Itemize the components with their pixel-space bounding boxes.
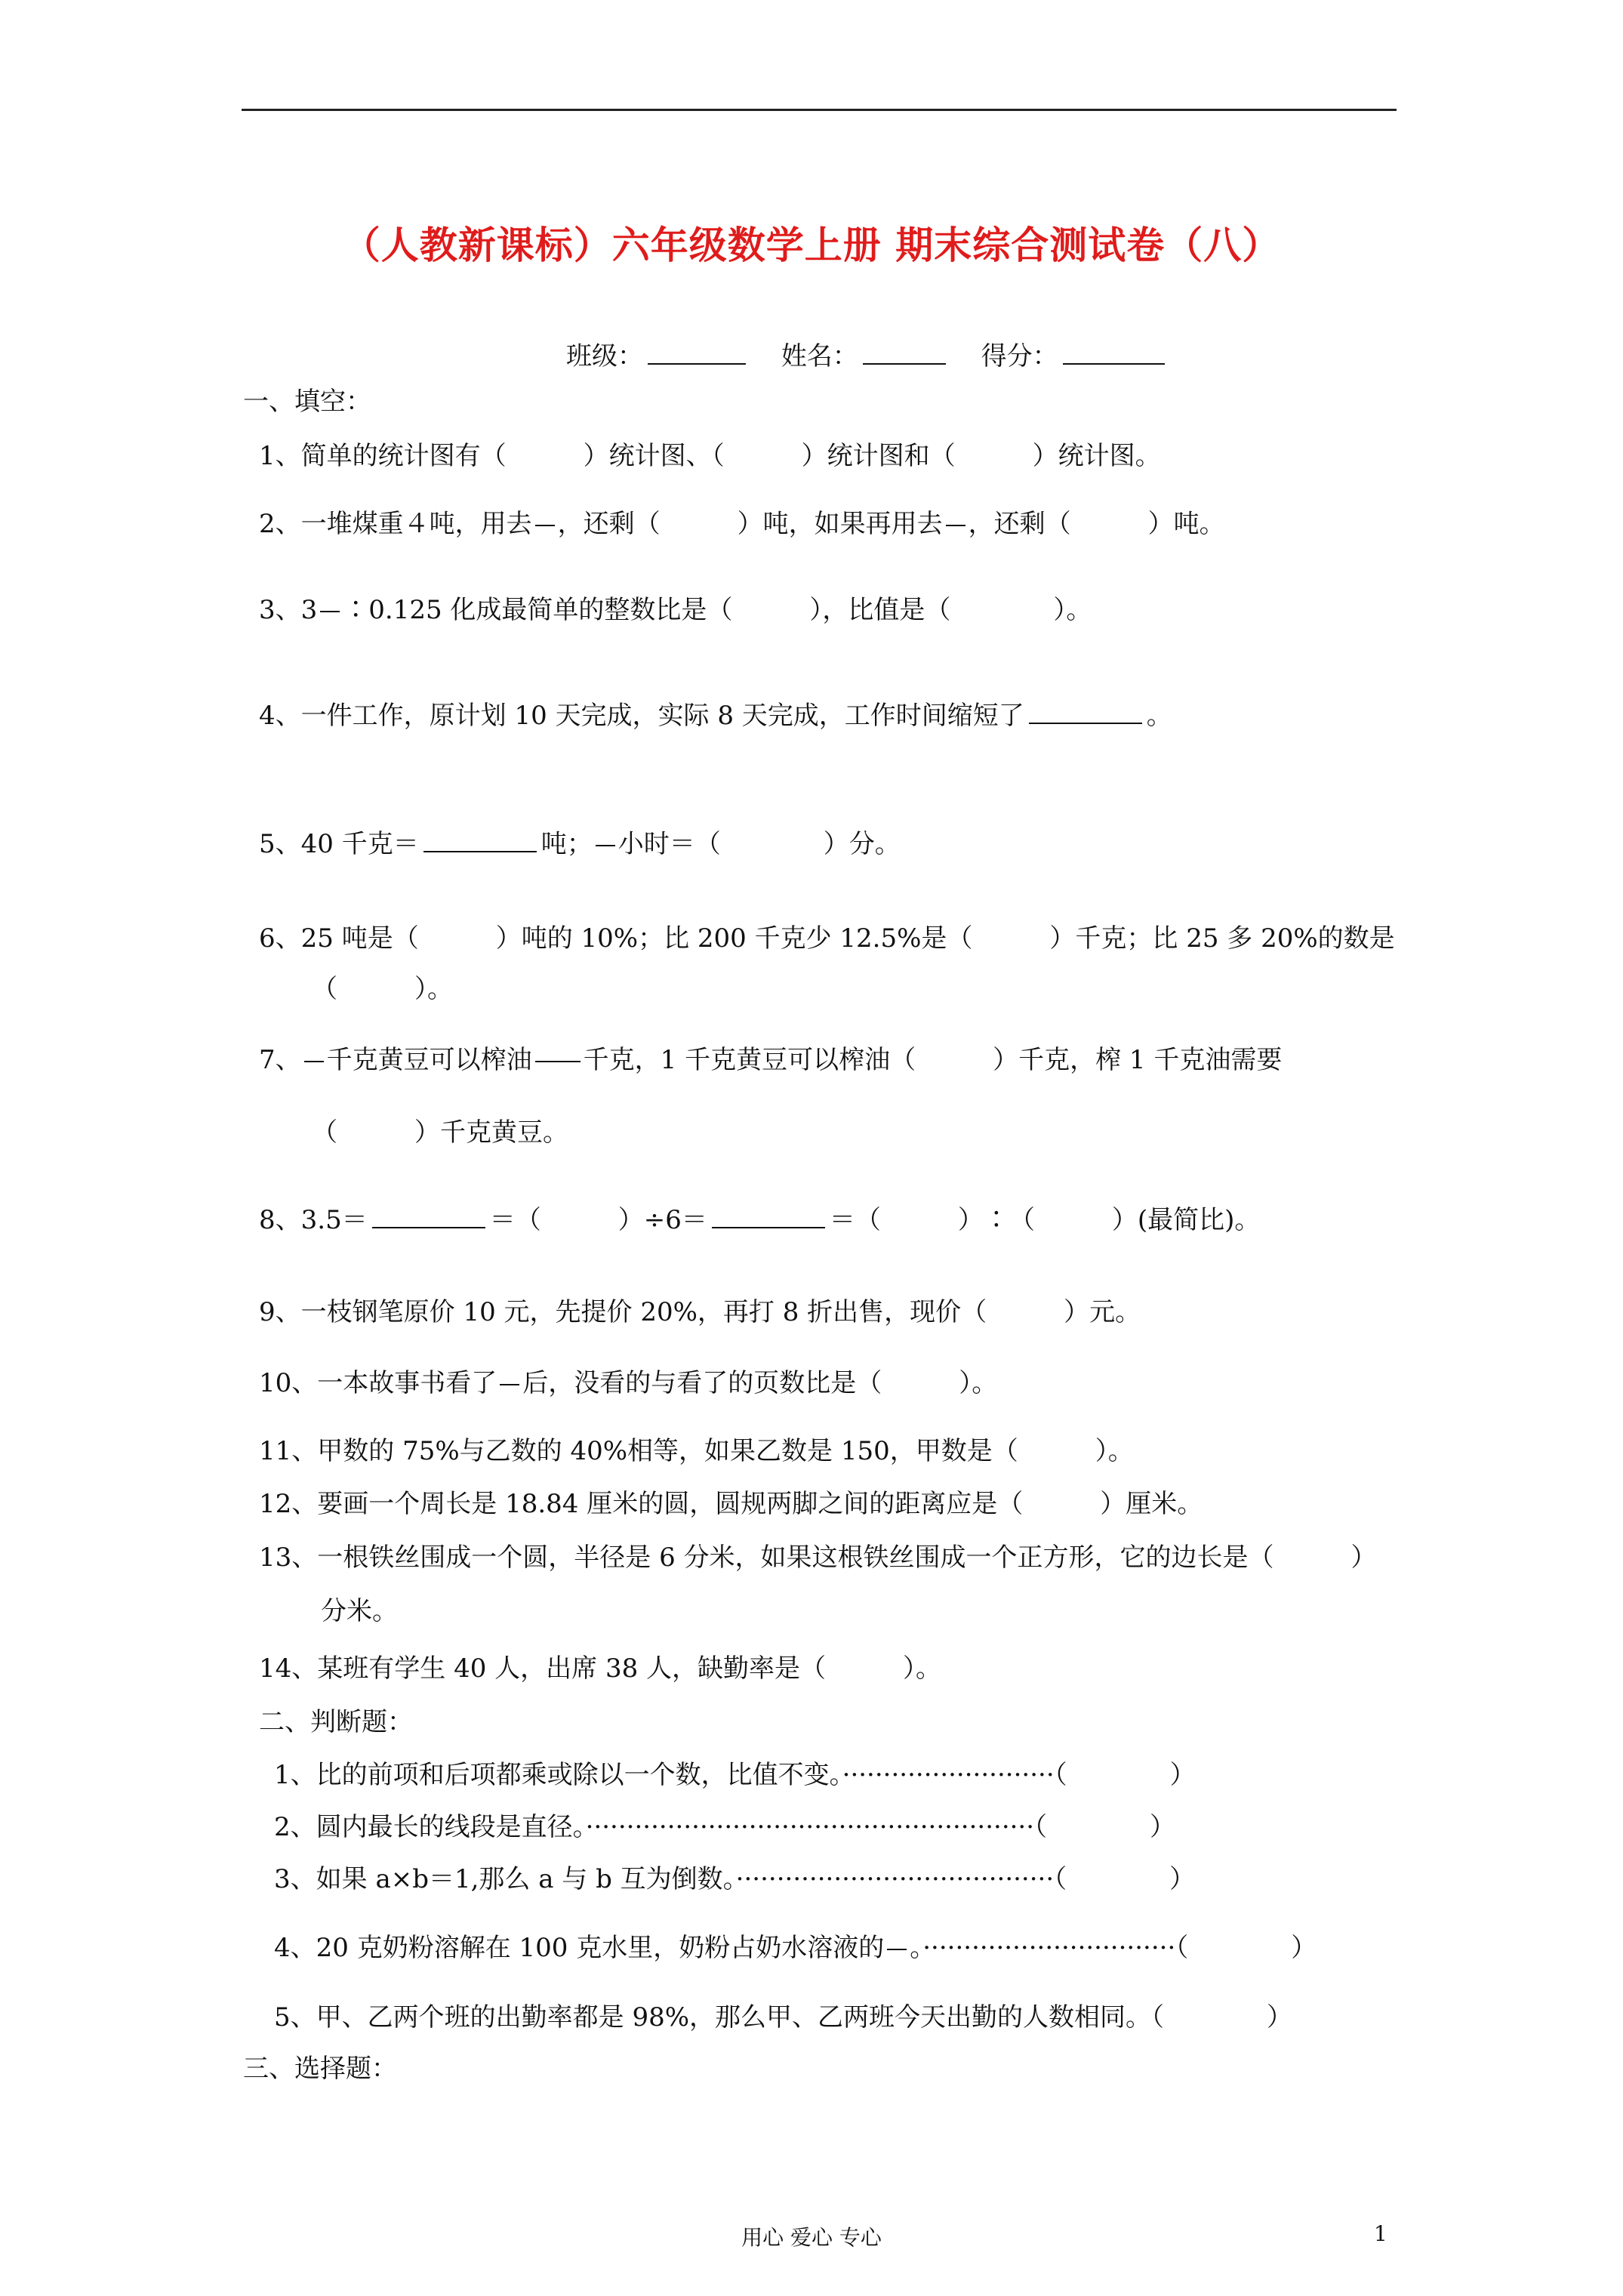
answer-blank[interactable] <box>712 1226 825 1228</box>
section-heading-choice: 三、选择题： <box>243 2054 397 2084</box>
name-blank[interactable] <box>863 362 946 365</box>
question-fill-8: 8、3.5＝ ＝（ ）÷6＝ ＝（ ）∶（ ）(最简比)。 <box>259 1205 1261 1235</box>
question-fill-6-cont: （ ）。 <box>312 974 453 1004</box>
name-label: 姓名： <box>781 341 858 371</box>
question-fill-1: 1、简单的统计图有（ ）统计图、（ ）统计图和（ ）统计图。 <box>259 441 1161 471</box>
question-fill-11: 11、甲数的 75%与乙数的 40%相等，如果乙数是 150，甲数是（ ）。 <box>259 1436 1134 1466</box>
question-fill-14: 14、某班有学生 40 人，出席 38 人，缺勤率是（ ）。 <box>259 1653 942 1684</box>
answer-blank[interactable] <box>423 850 537 852</box>
fraction <box>946 525 965 526</box>
question-fill-9: 9、一枝钢笔原价 10 元，先提价 20%，再打 8 折出售，现价（ ）元。 <box>259 1297 1141 1327</box>
question-fill-12: 12、要画一个周长是 18.84 厘米的圆，圆规两脚之间的距离应是（ ）厘米。 <box>259 1489 1203 1519</box>
page-title: （人教新课标）六年级数学上册 期末综合测试卷（八） <box>342 223 1281 267</box>
section-heading-fill: 一、填空： <box>243 387 371 417</box>
fraction <box>535 525 555 526</box>
fraction <box>887 1949 907 1950</box>
question-fill-5: 5、40 千克＝ 吨； 小时＝（ ）分。 <box>259 829 901 859</box>
score-blank[interactable] <box>1063 362 1165 365</box>
header-rule <box>242 109 1397 111</box>
fraction <box>500 1384 519 1385</box>
question-fill-3: 3、3 ∶0.125 化成最简单的整数比是（ ），比值是（ ）。 <box>259 595 1092 625</box>
section-heading-judge: 二、判断题： <box>259 1707 413 1737</box>
question-judge-4: 4、20 克奶粉溶解在 100 克水里，奶粉占奶水溶液的 。·······························（ ） <box>274 1933 1317 1963</box>
question-judge-5: 5、甲、乙两个班的出勤率都是 98%，那么甲、乙两班今天出勤的人数相同。（ ） <box>274 2002 1293 2032</box>
question-fill-10: 10、一本故事书看了 后，没看的与看了的页数比是（ ）。 <box>259 1368 998 1398</box>
question-fill-13: 13、一根铁丝围成一个圆，半径是 6 分米，如果这根铁丝围成一个正方形，它的边长是（ ） <box>259 1542 1377 1573</box>
fraction <box>535 1061 581 1062</box>
question-fill-7: 7、 千克黄豆可以榨油 千克，1 千克黄豆可以榨油（ ）千克，榨 1 千克油需要 <box>259 1045 1283 1075</box>
question-judge-2: 2、圆内最长的线段是直径。·······················································（ ） <box>274 1812 1176 1842</box>
question-fill-4: 4、一件工作，原计划 10 天完成，实际 8 天完成，工作时间缩短了 。 <box>259 701 1172 731</box>
answer-blank[interactable] <box>1029 722 1142 724</box>
question-fill-2: 2、一堆煤重４吨，用去 ，还剩（ ）吨，如果再用去 ，还剩（ ）吨。 <box>259 509 1225 539</box>
fraction <box>320 611 340 612</box>
question-judge-3: 3、如果 a×b＝1,那么 a 与 b 互为倒数。·······································（ ） <box>274 1864 1196 1894</box>
question-fill-13-cont: 分米。 <box>321 1596 398 1626</box>
question-fill-6: 6、25 吨是（ ）吨的 10%；比 200 千克少 12.5%是（ ）千克；比 25 多 20%的数是 <box>259 923 1395 954</box>
page-number: 1 <box>1374 2221 1387 2246</box>
fraction <box>304 1061 324 1062</box>
answer-blank[interactable] <box>372 1226 485 1228</box>
question-fill-7-cont: （ ）千克黄豆。 <box>312 1117 568 1148</box>
fraction <box>596 845 615 846</box>
score-label: 得分： <box>981 341 1058 371</box>
class-label: 班级： <box>566 341 643 371</box>
class-blank[interactable] <box>648 362 746 365</box>
student-info-row <box>566 341 1169 371</box>
footer-slogan: 用心 爱心 专心 <box>741 2225 882 2250</box>
question-judge-1: 1、比的前项和后项都乘或除以一个数，比值不变。··························（ ） <box>274 1760 1196 1790</box>
